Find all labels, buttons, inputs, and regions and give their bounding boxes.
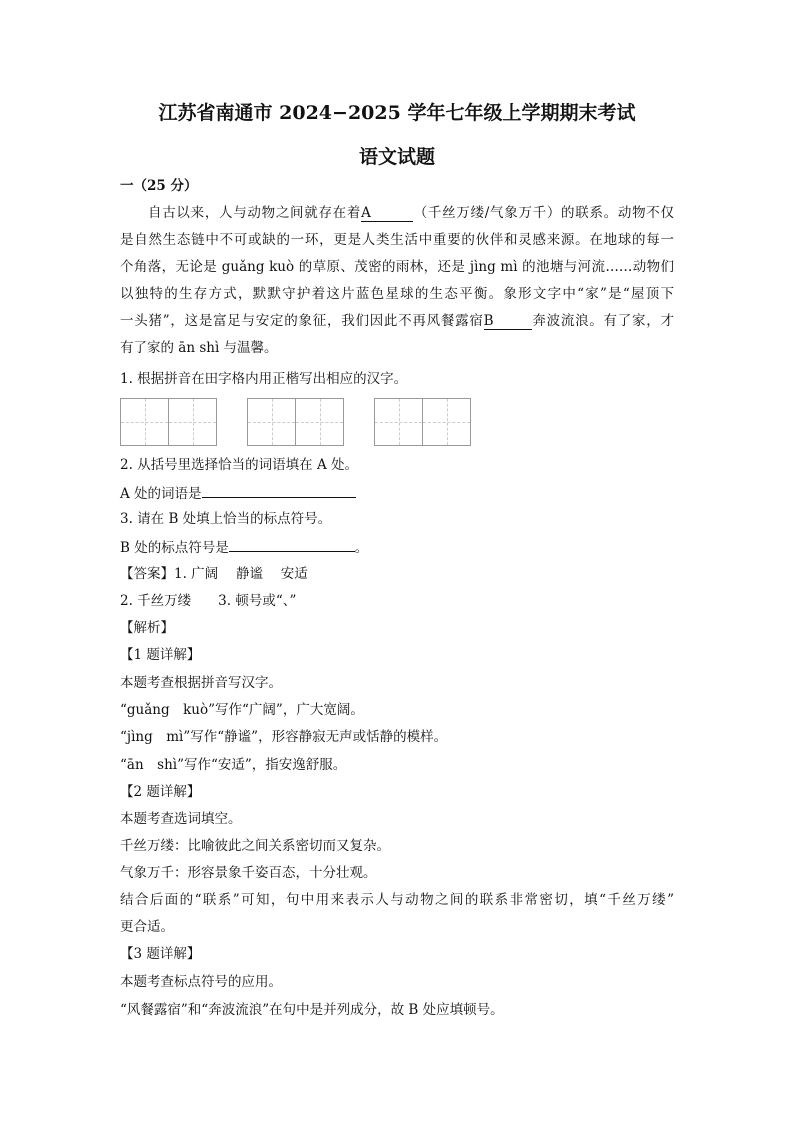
answer-2-3: 2. 千丝万缕 3. 顿号或“、” — [120, 593, 297, 609]
answer-tag: 【答案】 — [120, 566, 174, 582]
analysis-line: 【3 题详解】 — [120, 946, 201, 962]
question-3-fill — [120, 536, 368, 558]
document-title: 江苏省南通市 2024−2025 学年七年级上学期期末考试 — [158, 102, 636, 124]
answer-blank[interactable] — [229, 536, 355, 552]
analysis-line: 更合适。 — [120, 919, 174, 935]
passage-line: 以独特的生存方式，默默守护着这片蓝色星球的生态平衡。象形文字中“家”是“屋顶下 — [120, 286, 674, 302]
blank-a: A — [361, 205, 413, 222]
answer-blank[interactable] — [202, 482, 356, 498]
passage-line: 是自然生态链中不可或缺的一环，更是人类生活中重要的伙伴和灵感来源。在地球的每一 — [120, 232, 674, 248]
tianzige-box[interactable] — [120, 398, 217, 446]
passage-line: 有了家的 ān shì 与温馨。 — [120, 340, 278, 356]
answer-1: 1. 广阔 静谧 安适 — [174, 566, 308, 582]
analysis-line: 气象万千：形容景象千姿百态，十分壮观。 — [120, 865, 377, 881]
analysis-line: 千丝万缕：比喻彼此之间关系密切而又复杂。 — [120, 838, 390, 854]
tianzige-box[interactable] — [374, 398, 471, 446]
analysis-line: “guǎng kuò”写作“广阔”，广大宽阔。 — [120, 702, 364, 718]
section-heading: 一（25 分） — [120, 178, 198, 194]
question-3: 3. 请在 B 处填上恰当的标点符号。 — [120, 511, 332, 527]
analysis-line: 【1 题详解】 — [120, 647, 201, 663]
analysis-line: 【2 题详解】 — [120, 784, 201, 800]
label: A 处的词语是 — [120, 486, 202, 502]
document-subtitle: 语文试题 — [358, 146, 435, 168]
analysis-line: 结合后面的“联系”可知，句中用来表示人与动物之间的联系非常密切，填“千丝万缕” — [120, 892, 674, 908]
passage-line: 个角落，无论是 guǎng kuò 的草原、茂密的雨林，还是 jìng mì 的池塘与河流……动物们 — [120, 259, 674, 275]
question-1: 1. 根据拼音在田字格内用正楷写出相应的汉字。 — [120, 371, 408, 387]
analysis-line: 本题考查选词填空。 — [120, 811, 242, 827]
analysis-line: “风餐露宿”和“奔波流浪”在句中是并列成分，故 B 处应填顿号。 — [120, 1002, 504, 1018]
blank-b: B — [484, 313, 532, 330]
question-2-fill — [120, 482, 356, 504]
text: 一头猪”，这是富足与安定的象征，我们因此不再风餐露宿 — [120, 313, 484, 329]
analysis-line: 【解析】 — [120, 620, 174, 636]
passage-line — [120, 311, 674, 331]
tianzige-box[interactable] — [247, 398, 344, 446]
question-2: 2. 从括号里选择恰当的词语填在 A 处。 — [120, 457, 359, 473]
label: B 处的标点符号是 — [120, 540, 229, 556]
text: 自古以来，人与动物之间就存在着 — [148, 205, 362, 221]
analysis-line: “ān shì”写作“安适”，指安逸舒服。 — [120, 757, 347, 773]
analysis-line: “jìng mì”写作“静谧”，形容静寂无声或恬静的模样。 — [120, 729, 448, 745]
text: （千丝万缕/气象万千）的联系。动物不仅 — [413, 205, 674, 221]
text: 奔波流浪。有了家，才 — [531, 313, 674, 329]
passage-line — [120, 203, 674, 223]
analysis-line: 本题考查标点符号的应用。 — [120, 974, 282, 990]
answer-line — [120, 564, 308, 584]
text: 。 — [354, 540, 369, 556]
analysis-line: 本题考查根据拼音写汉字。 — [120, 675, 282, 691]
